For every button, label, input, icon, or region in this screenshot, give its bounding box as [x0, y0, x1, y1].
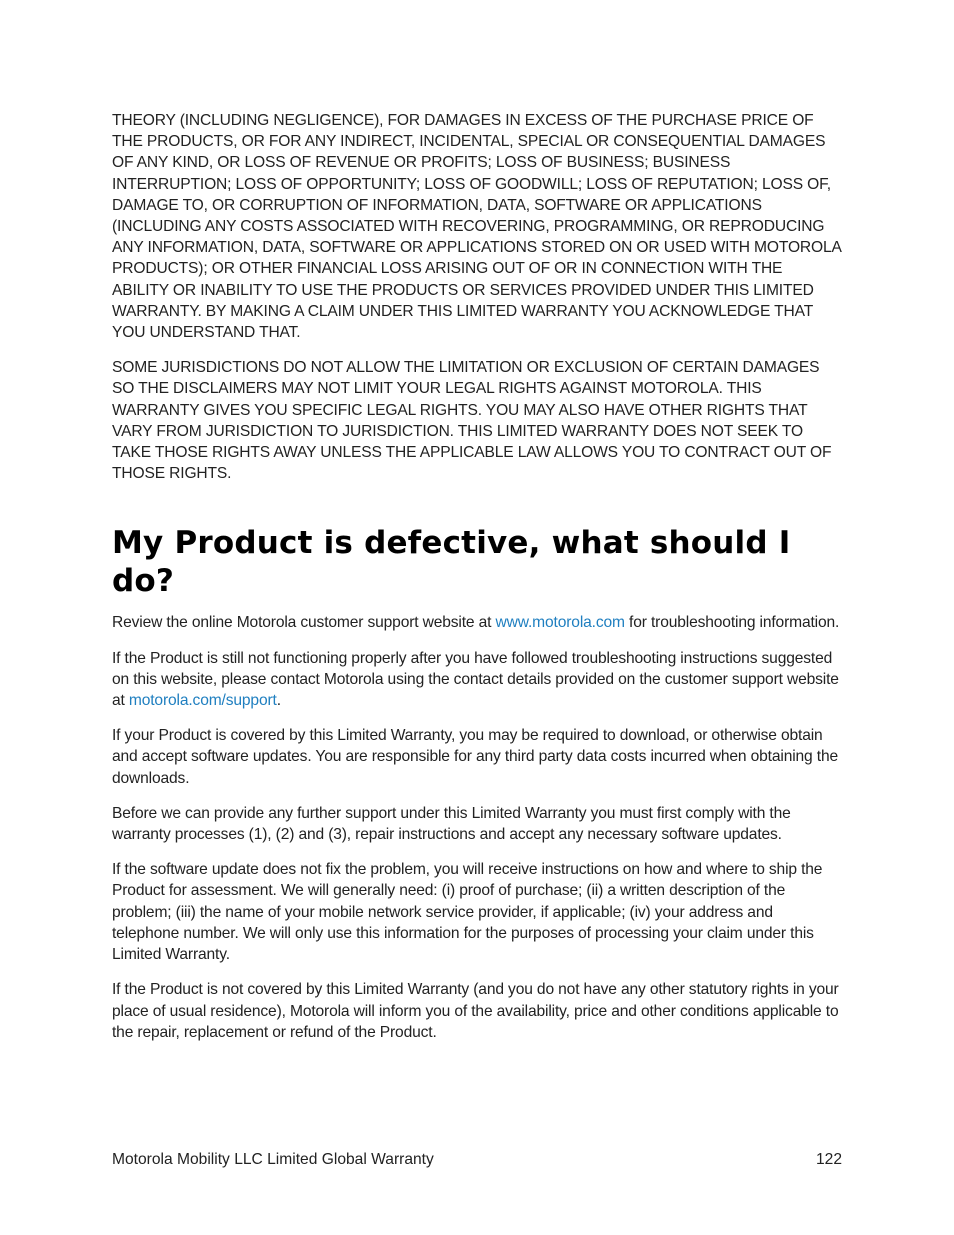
support-paragraph — [112, 612, 842, 633]
support-text-before: Review the online Motorola customer support website at — [112, 614, 496, 632]
not-covered-paragraph: If the Product is not covered by this Limited Warranty (and you do not have any other statutory rights in your place of usual residence), Motorola will inform you of the availability, price and other conditions applicable to the repair, replacement or refund of the Product. — [112, 981, 839, 1041]
shipping-instructions-paragraph: If the software update does not fix the problem, you will receive instructions on how and where to ship the Product for assessment. We will generally need: (i) proof of purchase; (ii) a written description of the problem; (iii) the name of your mobile network service provider, if applicable; (iv) your address and telephone number. We will only use this information for the purposes of processing your claim under this Limited Warranty. — [112, 861, 823, 964]
contact-paragraph — [112, 648, 842, 712]
disclaimer-block — [112, 110, 842, 484]
support-text-after: for troubleshooting information. — [624, 614, 840, 632]
motorola-website-link[interactable]: www.motorola.com — [495, 614, 625, 632]
page-number: 122 — [815, 1151, 842, 1168]
disclaimer-paragraph-1: THEORY (INCLUDING NEGLIGENCE), FOR DAMAGES IN EXCESS OF THE PURCHASE PRICE OF THE PRODUCTS, OR FOR ANY INDIRECT, INCIDENTAL, SPECIAL OR CONSEQUENTIAL DAMAGES OF ANY KIND, OR LOSS OF REVENUE OR PROFITS; LOSS OF BUSINESS; BUSINESS INTERRUPTION; LOSS OF OPPORTUNITY; LOSS OF GOODWILL; LOSS OF REPUTATION; LOSS OF, DAMAGE TO, OR CORRUPTION OF INFORMATION, DATA, SOFTWARE OR APPLICATIONS (INCLUDING ANY COSTS ASSOCIATED WITH RECOVERING, PROGRAMMING, OR REPRODUCING ANY INFORMATION, DATA, SOFTWARE OR APPLICATIONS STORED ON OR USED WITH MOTOROLA PRODUCTS); OR OTHER FINANCIAL LOSS ARISING OUT OF OR IN CONNECTION WITH THE ABILITY OR INABILITY TO USE THE PRODUCTS OR SERVICES PROVIDED UNDER THIS LIMITED WARRANTY. BY MAKING A CLAIM UNDER THIS LIMITED WARRANTY YOU ACKNOWLEDGE THAT YOU UNDERSTAND THAT. — [112, 112, 841, 342]
contact-text-before: If the Product is still not functioning properly after you have followed troubleshooting instructions suggested on this website, please contact Motorola using the contact details provided on the customer support website at — [112, 649, 839, 710]
motorola-support-link[interactable]: motorola.com/support — [128, 692, 277, 710]
contact-text-after: . — [276, 692, 281, 710]
page-content — [112, 110, 842, 1057]
disclaimer-paragraph-2: SOME JURISDICTIONS DO NOT ALLOW THE LIMITATION OR EXCLUSION OF CERTAIN DAMAGES SO THE DISCLAIMERS MAY NOT LIMIT YOUR LEGAL RIGHTS AGAINST MOTOROLA. THIS WARRANTY GIVES YOU SPECIFIC LEGAL RIGHTS. YOU MAY ALSO HAVE OTHER RIGHTS THAT VARY FROM JURISDICTION TO JURISDICTION. THIS LIMITED WARRANTY DOES NOT SEEK TO TAKE THOSE RIGHTS AWAY UNLESS THE APPLICABLE LAW ALLOWS YOU TO CONTRACT OUT OF THOSE RIGHTS. — [112, 359, 832, 483]
page-footer — [112, 1150, 842, 1170]
warranty-process-paragraph: Before we can provide any further support under this Limited Warranty you must first comply with the warranty processes (1), (2) and (3), repair instructions and accept any necessary software updates. — [112, 804, 791, 844]
software-updates-paragraph: If your Product is covered by this Limited Warranty, you may be required to download, or otherwise obtain and accept software updates. You are responsible for any third party data costs incurred when obtaining the downloads. — [112, 727, 838, 787]
footer-title: Motorola Mobility LLC Limited Global Warranty — [112, 1151, 434, 1168]
section-heading: My Product is defective, what should I do? — [112, 525, 791, 600]
